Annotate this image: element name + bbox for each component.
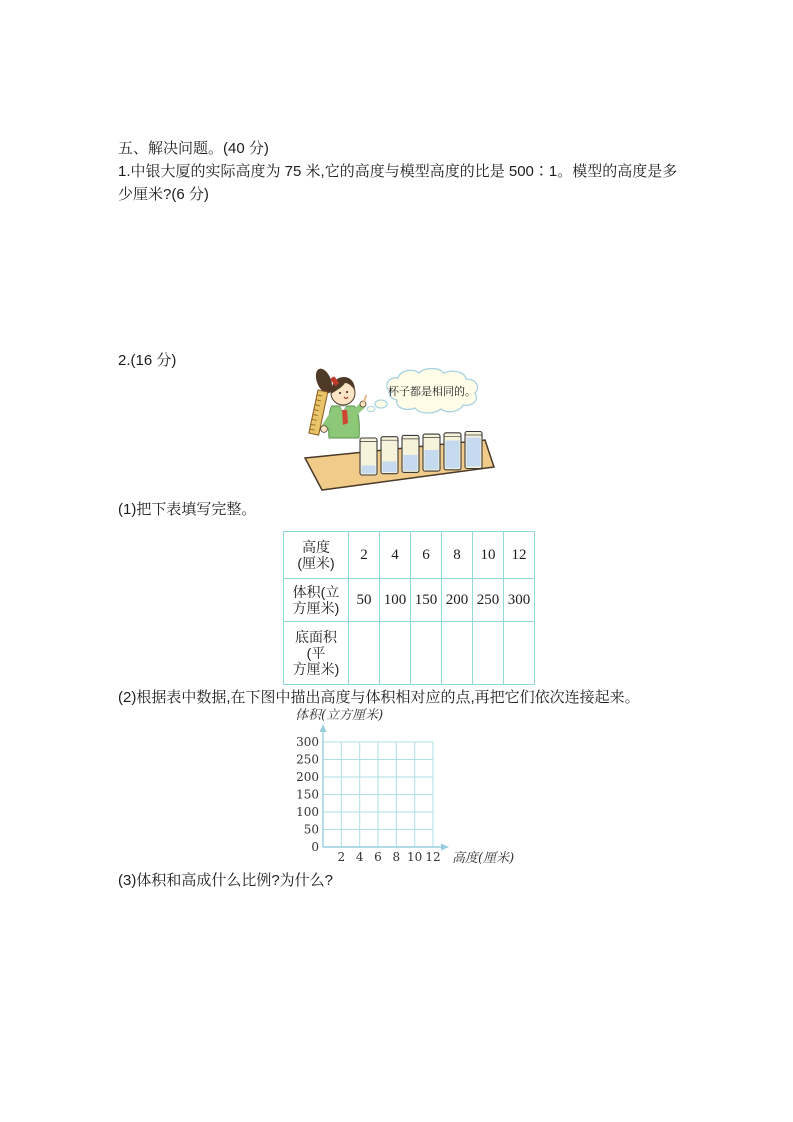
subquestion-3: (3)体积和高成什么比例?为什么? — [118, 872, 334, 889]
x-tick-labels — [337, 850, 440, 864]
girl-figure — [309, 366, 366, 438]
y-tick: 300 — [296, 735, 319, 749]
subquestion-1: (1)把下表填写完整。 — [118, 501, 257, 518]
header-line: 体积(立 — [292, 584, 340, 600]
header-line: 方厘米) — [292, 661, 340, 677]
x-tick: 12 — [425, 850, 441, 864]
table-cell: 4 — [380, 532, 411, 579]
cup-2 — [381, 437, 398, 474]
table-cell-empty — [411, 622, 442, 685]
table-cell: 2 — [349, 532, 380, 579]
values-table — [283, 531, 535, 685]
bubble-tail-small — [367, 407, 375, 412]
header-line: 高度 — [302, 539, 330, 555]
table-cell: 12 — [504, 532, 535, 579]
cup-1 — [360, 438, 377, 475]
cup-3 — [402, 435, 419, 472]
plot-grid-chart — [281, 705, 543, 875]
bubble-tail-large — [375, 400, 387, 408]
y-tick: 200 — [296, 770, 319, 784]
table-row — [284, 579, 535, 622]
speech-bubble — [367, 369, 478, 414]
header-line: (平 — [306, 645, 326, 661]
table-cell: 8 — [442, 532, 473, 579]
table-cell: 6 — [411, 532, 442, 579]
table-cell-empty — [442, 622, 473, 685]
question-2-label: 2.(16 分) — [118, 352, 177, 369]
x-tick: 10 — [407, 850, 423, 864]
x-tick: 8 — [392, 850, 401, 864]
right-hand — [360, 401, 366, 407]
left-hand — [321, 426, 328, 433]
header-line: 底面积 — [295, 629, 337, 645]
table-cell: 50 — [349, 579, 380, 622]
subquestion-2: (2)根据表中数据,在下图中描出高度与体积相对应的点,再把它们依次连接起来。 — [118, 689, 640, 706]
finger — [364, 396, 366, 402]
cup-4 — [423, 434, 440, 471]
table-cell-empty — [349, 622, 380, 685]
y-axis-arrow — [320, 724, 327, 732]
x-tick: 2 — [337, 850, 346, 864]
cups-illustration — [299, 366, 499, 494]
x-axis-arrow — [441, 844, 449, 851]
cup-5 — [444, 433, 461, 470]
table-cell-empty — [504, 622, 535, 685]
y-tick: 150 — [296, 787, 319, 802]
y-tick: 100 — [296, 805, 319, 819]
left-eye — [339, 392, 341, 394]
table-cell: 200 — [442, 579, 473, 622]
row-header-volume — [284, 579, 349, 622]
table-cell: 150 — [411, 579, 442, 622]
table-cell: 250 — [473, 579, 504, 622]
y-tick: 0 — [311, 840, 319, 854]
tie — [342, 410, 348, 425]
question-1-text: 1.中银大厦的实际高度为 75 米,它的高度与模型高度的比是 500∶1。模型的高度是多少厘米?(6 分) — [118, 163, 678, 203]
row-header-height — [284, 532, 349, 579]
table-row — [284, 622, 535, 685]
table-cell: 300 — [504, 579, 535, 622]
x-tick: 4 — [355, 850, 364, 864]
y-tick-labels — [296, 735, 319, 854]
table-cell-empty — [473, 622, 504, 685]
header-line: (厘米) — [297, 555, 335, 571]
cup-6 — [465, 432, 482, 469]
x-axis-title: 高度(厘米) — [452, 851, 515, 866]
table-cell-empty — [380, 622, 411, 685]
x-tick: 6 — [374, 850, 382, 864]
section-title: 五、解决问题。(40 分) — [118, 140, 269, 157]
y-axis-title: 体积(立方厘米) — [295, 708, 384, 723]
bubble-text: 杯子都是相同的。 — [388, 385, 476, 398]
y-tick: 50 — [303, 822, 319, 837]
header-line: 方厘米) — [292, 600, 340, 616]
row-header-base-area — [284, 622, 349, 685]
table-cell: 100 — [380, 579, 411, 622]
table-cell: 10 — [473, 532, 504, 579]
right-eye — [346, 391, 348, 393]
table-row — [284, 532, 535, 579]
y-tick: 250 — [296, 752, 319, 767]
